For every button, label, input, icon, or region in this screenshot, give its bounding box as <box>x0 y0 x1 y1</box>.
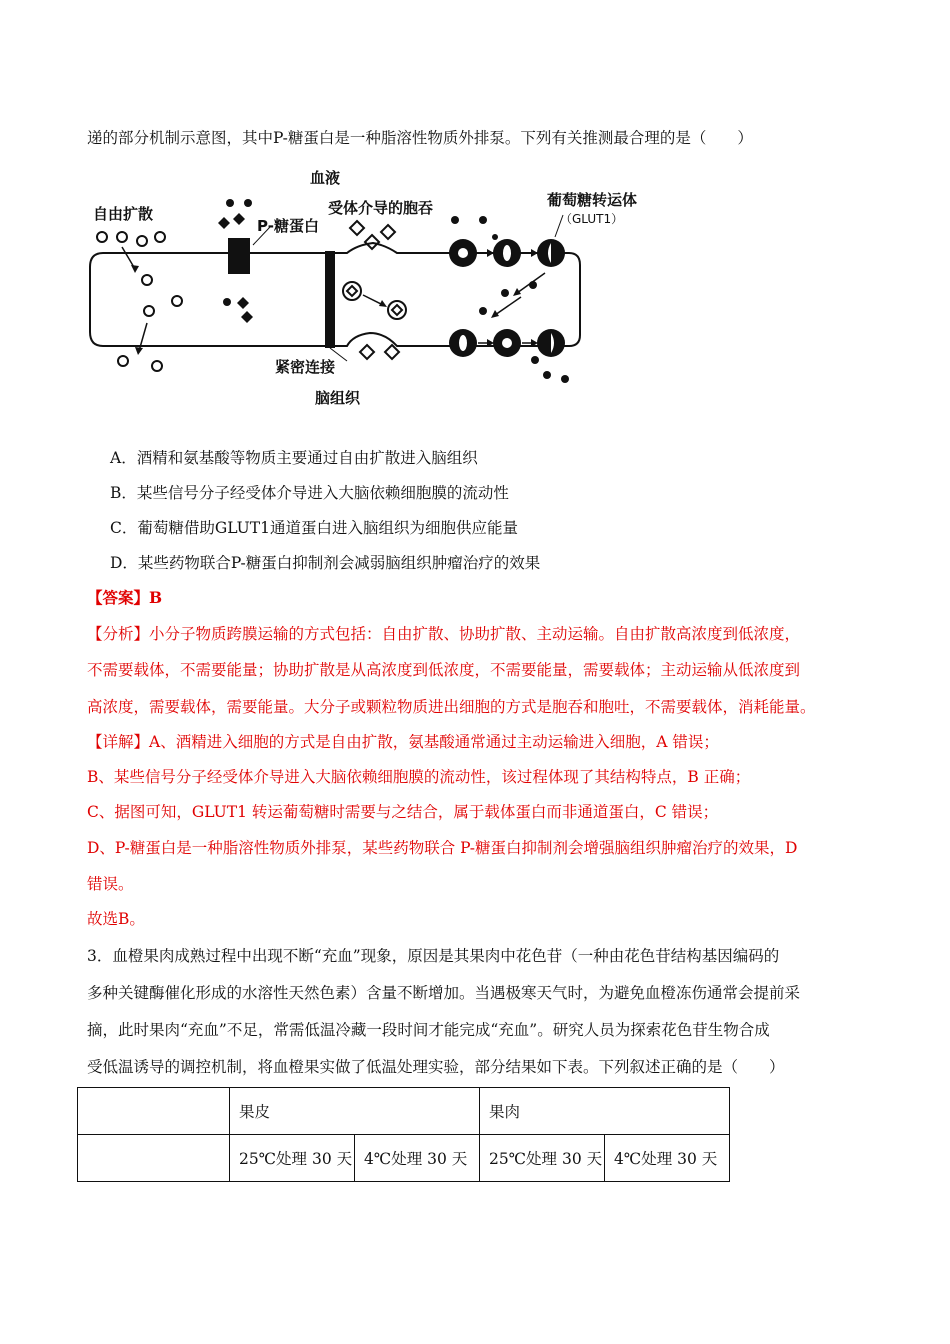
question3-line-2: 多种关键酶催化形成的水溶性天然色素）含量不断增加。当遇极寒天气时，为避免血橙冻伤通常会提前采 <box>87 984 801 1002</box>
table-subheader: 25℃处理 30 天 <box>480 1135 605 1182</box>
table-subheader: 25℃处理 30 天 <box>230 1135 355 1182</box>
label-brain-tissue: 脑组织 <box>315 389 361 407</box>
option-b: B．某些信号分子经受体介导进入大脑依赖细胞膜的流动性 <box>110 484 509 502</box>
option-c: C．葡萄糖借助GLUT1通道蛋白进入脑组织为细胞供应能量 <box>110 519 518 537</box>
option-d: D．某些药物联合P-糖蛋白抑制剂会减弱脑组织肿瘤治疗的效果 <box>110 554 541 572</box>
label-receptor-endocytosis: 受体介导的胞吞 <box>328 199 434 217</box>
table-row <box>78 1135 730 1182</box>
conclusion: 故选B。 <box>87 910 145 928</box>
label-glut-title: 葡萄糖转运体 <box>547 191 638 209</box>
label-glut-abbr: （GLUT1） <box>560 212 624 226</box>
question3-line-4: 受低温诱导的调控机制，将血橙果实做了低温处理实验，部分结果如下表。下列叙述正确的是（ ） <box>87 1058 785 1076</box>
bbb-transport-diagram <box>85 165 638 415</box>
upper-membrane <box>90 253 325 346</box>
label-p-glycoprotein: P-糖蛋白 <box>257 217 319 235</box>
question3-line-3: 摘，此时果肉“充血”不足，常需低温冷藏一段时间才能完成“充血”。研究人员为探索花色苷生物合成 <box>87 1021 770 1039</box>
detail-line-1: 【详解】A、酒精进入细胞的方式是自由扩散，氨基酸通常通过主动运输进入细胞，A 错误； <box>87 733 719 751</box>
glut1-transporters <box>449 239 565 357</box>
table-header-pulp: 果肉 <box>480 1088 730 1135</box>
table-header-peel: 果皮 <box>230 1088 480 1135</box>
label-free-diffusion: 自由扩散 <box>93 205 154 223</box>
table-empty-cell <box>78 1135 230 1182</box>
analysis-line-1: 【分析】小分子物质跨膜运输的方式包括：自由扩散、协助扩散、主动运输。自由扩散高浓度到低浓度， <box>87 625 801 643</box>
label-blood: 血液 <box>310 169 341 187</box>
table-subheader: 4℃处理 30 天 <box>355 1135 480 1182</box>
analysis-line-3: 高浓度，需要载体，需要能量。大分子或颗粒物质进出细胞的方式是胞吞和胞吐，不需要载体，消耗能量。 <box>87 698 816 716</box>
answer: 【答案】B <box>87 588 163 607</box>
table-row <box>78 1088 730 1135</box>
label-tight-junction: 紧密连接 <box>275 358 336 376</box>
detail-line-4: D、P-糖蛋白是一种脂溶性物质外排泵，某些药物联合 P-糖蛋白抑制剂会增强脑组织肿瘤治疗的效果，D <box>87 839 798 857</box>
table-corner-cell <box>78 1088 230 1135</box>
detail-line-2: B、某些信号分子经受体介导进入大脑依赖细胞膜的流动性，该过程体现了其结构特点，B 正确； <box>87 768 751 786</box>
results-table <box>77 1087 730 1182</box>
question-intro: 递的部分机制示意图，其中P-糖蛋白是一种脂溶性物质外排泵。下列有关推测最合理的是（ ） <box>87 129 753 147</box>
option-a: A．酒精和氨基酸等物质主要通过自由扩散进入脑组织 <box>110 449 478 467</box>
detail-line-5: 错误。 <box>87 875 134 893</box>
p-glycoprotein-block <box>228 238 250 274</box>
table-subheader: 4℃处理 30 天 <box>605 1135 730 1182</box>
tight-junction-bar <box>325 251 335 348</box>
analysis-line-2: 不需要载体，不需要能量；协助扩散是从高浓度到低浓度，不需要能量，需要载体；主动运输从低浓度到 <box>87 661 801 679</box>
detail-line-3: C、据图可知，GLUT1 转运葡萄糖时需要与之结合，属于载体蛋白而非通道蛋白，C 错误； <box>87 803 719 821</box>
question3-line-1: 3．血橙果肉成熟过程中出现不断“充血”现象，原因是其果肉中花色苷（一种由花色苷结构基因编码的 <box>87 947 780 965</box>
